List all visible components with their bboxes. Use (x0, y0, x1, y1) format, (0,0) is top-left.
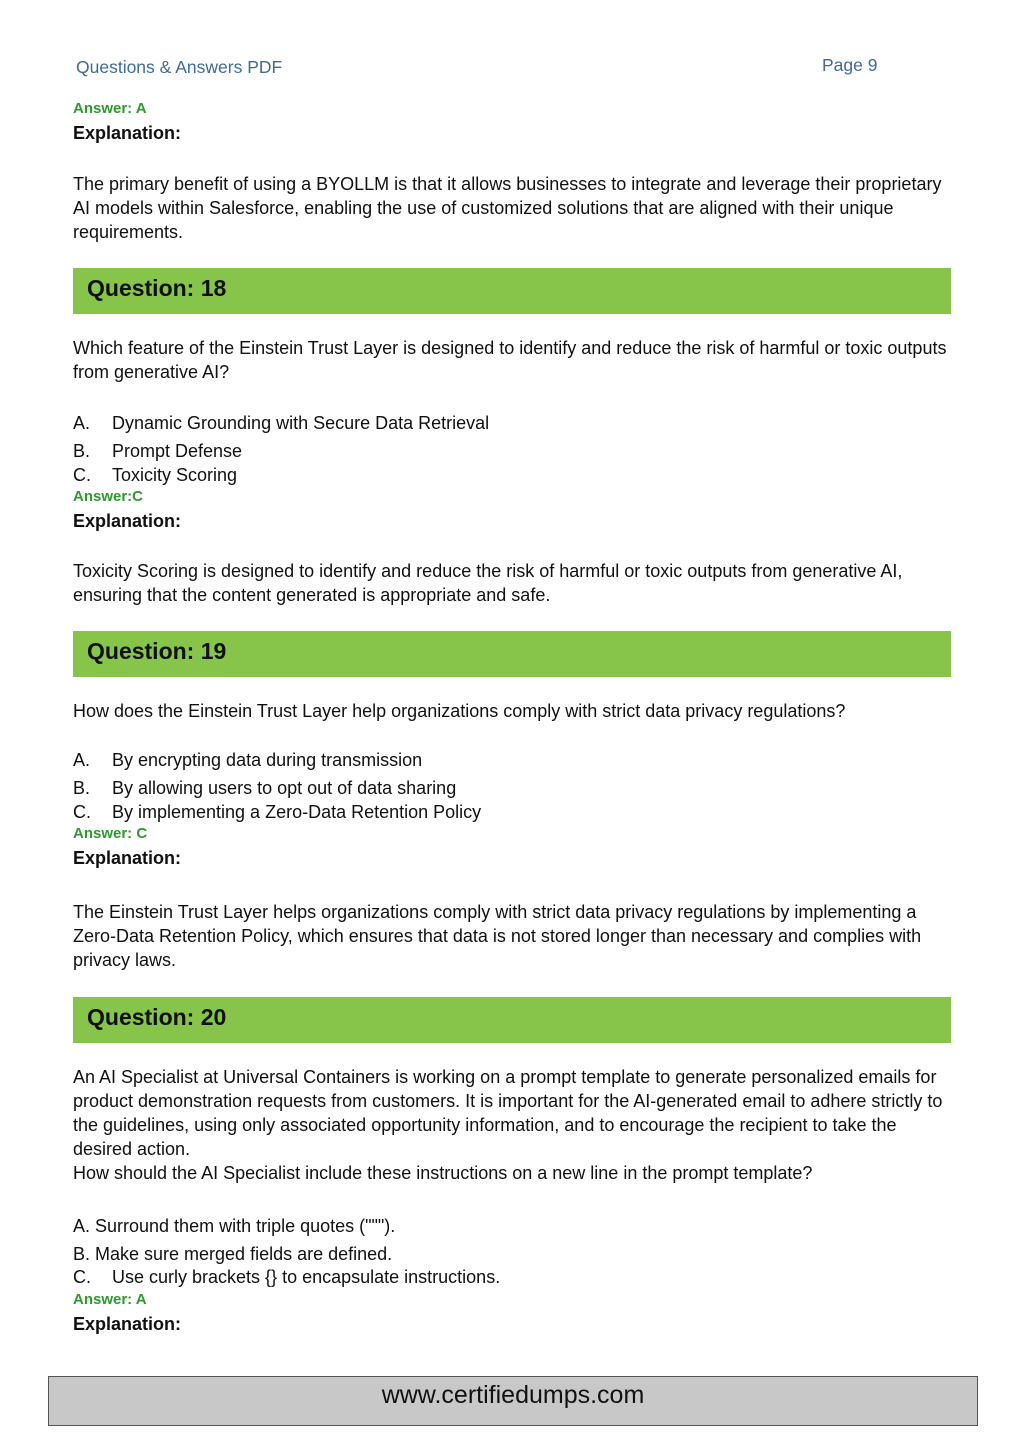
explanation-label: Explanation: (73, 1314, 182, 1334)
question-header-bar (73, 631, 951, 677)
answer-label: Answer:C (73, 488, 144, 505)
question-text: An AI Specialist at Universal Containers is working on a prompt template to generate personalized emails for product demonstration requests from customers. It is important for the AI-generated email to adhere strictly to the guidelines, using only associated opportunity information, and to encourage the recipient to take the desired action. (73, 1067, 943, 1159)
question-text: Which feature of the Einstein Trust Layer is designed to identify and reduce the risk of harmful or toxic outputs from generative AI? (73, 338, 947, 382)
question-text: How does the Einstein Trust Layer help organizations comply with strict data privacy regulations? (73, 701, 846, 721)
question-heading: Question: 19 (87, 638, 227, 664)
option-b: B. Make sure merged fields are defined. (73, 1244, 393, 1264)
option-c: C. Toxicity Scoring (73, 465, 238, 485)
explanation-text: The primary benefit of using a BYOLLM is that it allows businesses to integrate and leverage their proprietary AI models within Salesforce, enabling the use of customized solutions that are aligned with their unique requirements. (73, 174, 942, 242)
explanation-text: The Einstein Trust Layer helps organizations comply with strict data privacy regulations by implementing a Zero-Data Retention Policy, which ensures that data is not stored longer than necessary and complies with privacy laws. (73, 902, 922, 970)
answer-label: Answer: A (73, 1291, 147, 1308)
option-a: A. Surround them with triple quotes ("""). (73, 1216, 396, 1236)
explanation-label: Explanation: (73, 123, 182, 143)
question-header-bar (73, 268, 951, 314)
question-heading: Question: 20 (87, 1004, 227, 1030)
question-header-bar (73, 997, 951, 1043)
explanation-text: Toxicity Scoring is designed to identify and reduce the risk of harmful or toxic outputs from generative AI, ensuring that the content generated is appropriate and safe. (73, 561, 903, 605)
question-text-followup: How should the AI Specialist include these instructions on a new line in the prompt template? (73, 1163, 813, 1183)
option-b: B. By allowing users to opt out of data sharing (73, 778, 457, 798)
option-a: A. Dynamic Grounding with Secure Data Retrieval (73, 413, 490, 433)
option-b: B. Prompt Defense (73, 441, 243, 461)
explanation-label: Explanation: (73, 511, 182, 531)
page-number: Page 9 (822, 55, 878, 75)
question-heading: Question: 18 (87, 275, 227, 301)
explanation-label: Explanation: (73, 848, 182, 868)
footer-url[interactable]: www.certifiedumps.com (381, 1381, 645, 1409)
option-c: C. Use curly brackets {} to encapsulate instructions. (73, 1267, 501, 1287)
option-a: A. By encrypting data during transmission (73, 750, 423, 770)
footer-banner (48, 1376, 978, 1426)
document-title: Questions & Answers PDF (76, 57, 283, 77)
answer-label: Answer: C (73, 825, 148, 842)
option-c: C. By implementing a Zero-Data Retention Policy (73, 802, 482, 822)
answer-label: Answer: A (73, 100, 147, 117)
